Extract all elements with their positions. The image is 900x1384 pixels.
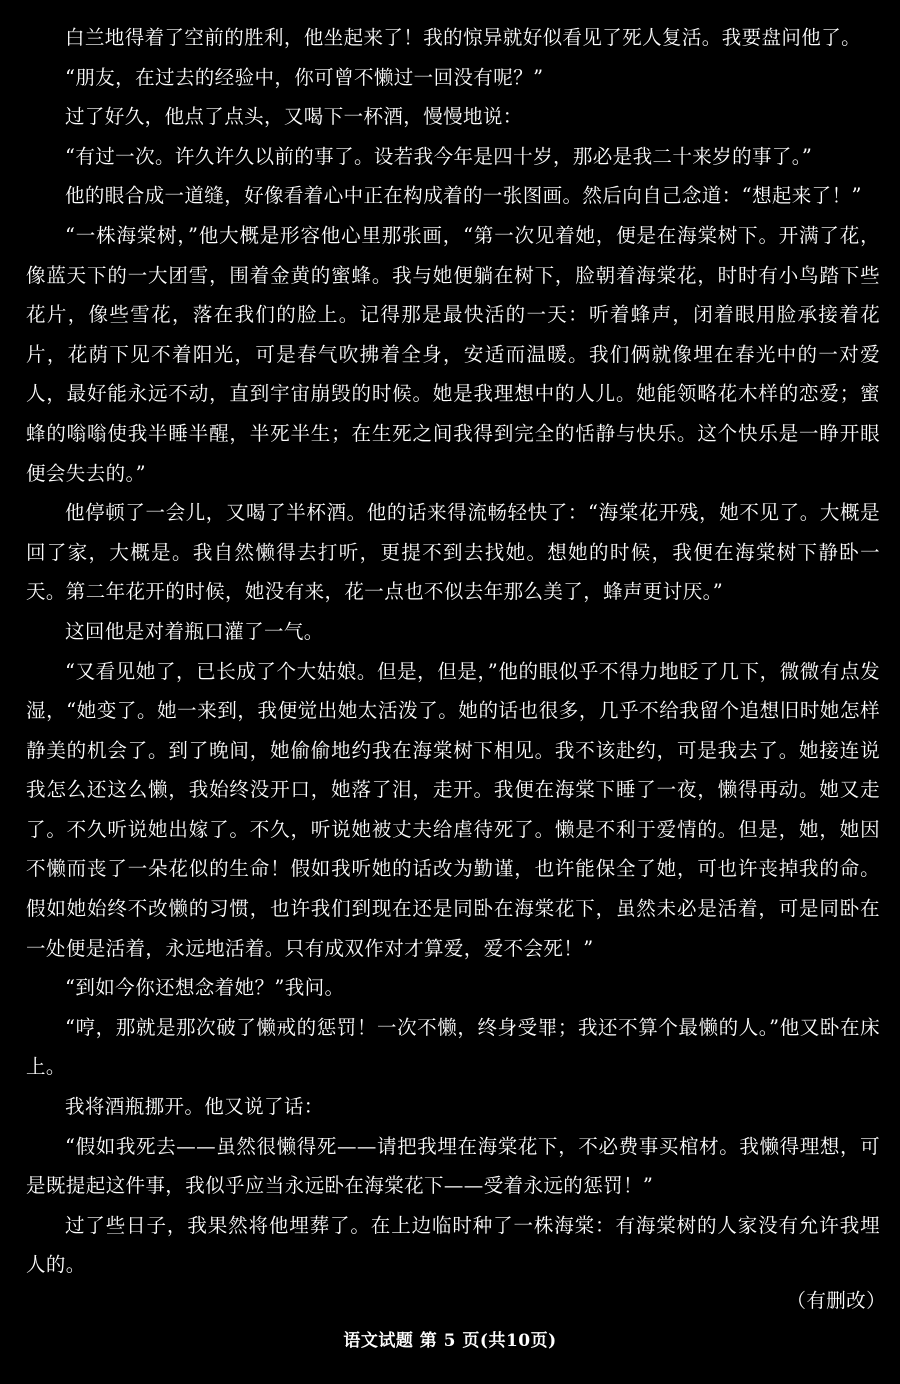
paragraph-2: “朋友，在过去的经验中，你可曾不懒过一回没有呢？” bbox=[65, 65, 544, 89]
paragraph-9: “又看见她了，已长成了个大姑娘。但是，但是，”他的眼似乎不得力地眨了几下，微微有点发湿，“她变了。她一来到，我便觉出她太活泼了。她的话也很多，几乎不给我留个追想旧时她怎样静美的机会了。到了晚间，她偷偷地约我在海棠树下相见。我不该赴约，可是我去了。她接连说我怎么还这么懒，我始终没开口，她落了泪，走开。我便在海棠下睡了一夜，懒得再动。她又走了。不久听说她出嫁了。不久，听说她被丈夫给虐待死了。懒是不利于爱情的。但是，她，她因不懒而丧了一朵花似的生命！假如我听她的话改为勤谨，也许能保全了她，可也许丧掉我的命。假如她始终不改懒的习惯，也许我们到现在还是同卧在海棠花下，虽然未必是活着，可是同卧在一处便是活着，永远地活着。只有成双作对才算爱，爱不会死！” bbox=[26, 659, 880, 960]
paragraph-12: 我将酒瓶挪开。他又说了话： bbox=[65, 1095, 324, 1119]
page-footer: 语文试题 第 5 页(共10页) bbox=[343, 1331, 557, 1351]
paragraph-14: 过了些日子，我果然将他埋葬了。在上边临时种了一株海棠：有海棠树的人家没有允许我埋人的。 bbox=[26, 1213, 880, 1277]
paragraph-7: 他停顿了一会儿，又喝了半杯酒。他的话来得流畅轻快了：“海棠花开残，她不见了。大概是回了家，大概是。我自然懒得去打听，更提不到去找她。想她的时候，我便在海棠树下静卧一天。第二年花开的时候，她没有来，花一点也不似去年那么美了，蜂声更讨厌。” bbox=[26, 501, 880, 604]
paragraph-1: 白兰地得着了空前的胜利，他坐起来了！我的惊异就好似看见了死人复活。我要盘问他了。 bbox=[65, 26, 862, 49]
paragraph-10: “到如今你还想念着她？”我问。 bbox=[65, 976, 345, 1000]
paragraph-5: 他的眼合成一道缝，好像看着心中正在构成着的一张图画。然后向自己念道：“想起来了！” bbox=[65, 184, 862, 208]
paragraph-6: “一株海棠树，”他大概是形容他心里那张画，“第一次见着她，便是在海棠树下。开满了花，像蓝天下的一大团雪，围着金黄的蜜蜂。我与她便躺在树下，脸朝着海棠花，时时有小鸟踏下些花片，像些雪花，落在我们的脸上。记得那是最快活的一天：听着蜂声，闭着眼用脸承接着花片，花荫下见不着阳光，可是春气吹拂着全身，安适而温暖。我们俩就像埋在春光中的一对爱人，最好能永远不动，直到宇宙崩毁的时候。她是我理想中的人儿。她能领略花木样的恋爱；蜜蜂的嗡嗡使我半睡半醒，半死半生；在生死之间我得到完全的恬静与快乐。这个快乐是一睁开眼便会失去的。” bbox=[26, 223, 880, 485]
source-note: （有删改） bbox=[786, 1289, 886, 1312]
paragraph-3: 过了好久，他点了点头，又喝下一杯酒，慢慢地说： bbox=[65, 105, 523, 129]
paragraph-13: “假如我死去——虽然很懒得死——请把我埋在海棠花下，不必费事买棺材。我懒得理想，可是既提起这件事，我似乎应当永远卧在海棠花下——受着永远的惩罚！” bbox=[26, 1134, 880, 1198]
paragraph-4: “有过一次。许久许久以前的事了。设若我今年是四十岁，那必是我二十来岁的事了。” bbox=[65, 144, 813, 168]
paragraph-11: “哼，那就是那次破了懒戒的惩罚！一次不懒，终身受罪；我还不算个最懒的人。”他又卧在床上。 bbox=[26, 1015, 880, 1079]
paragraph-8: 这回他是对着瓶口灌了一气。 bbox=[65, 619, 324, 643]
